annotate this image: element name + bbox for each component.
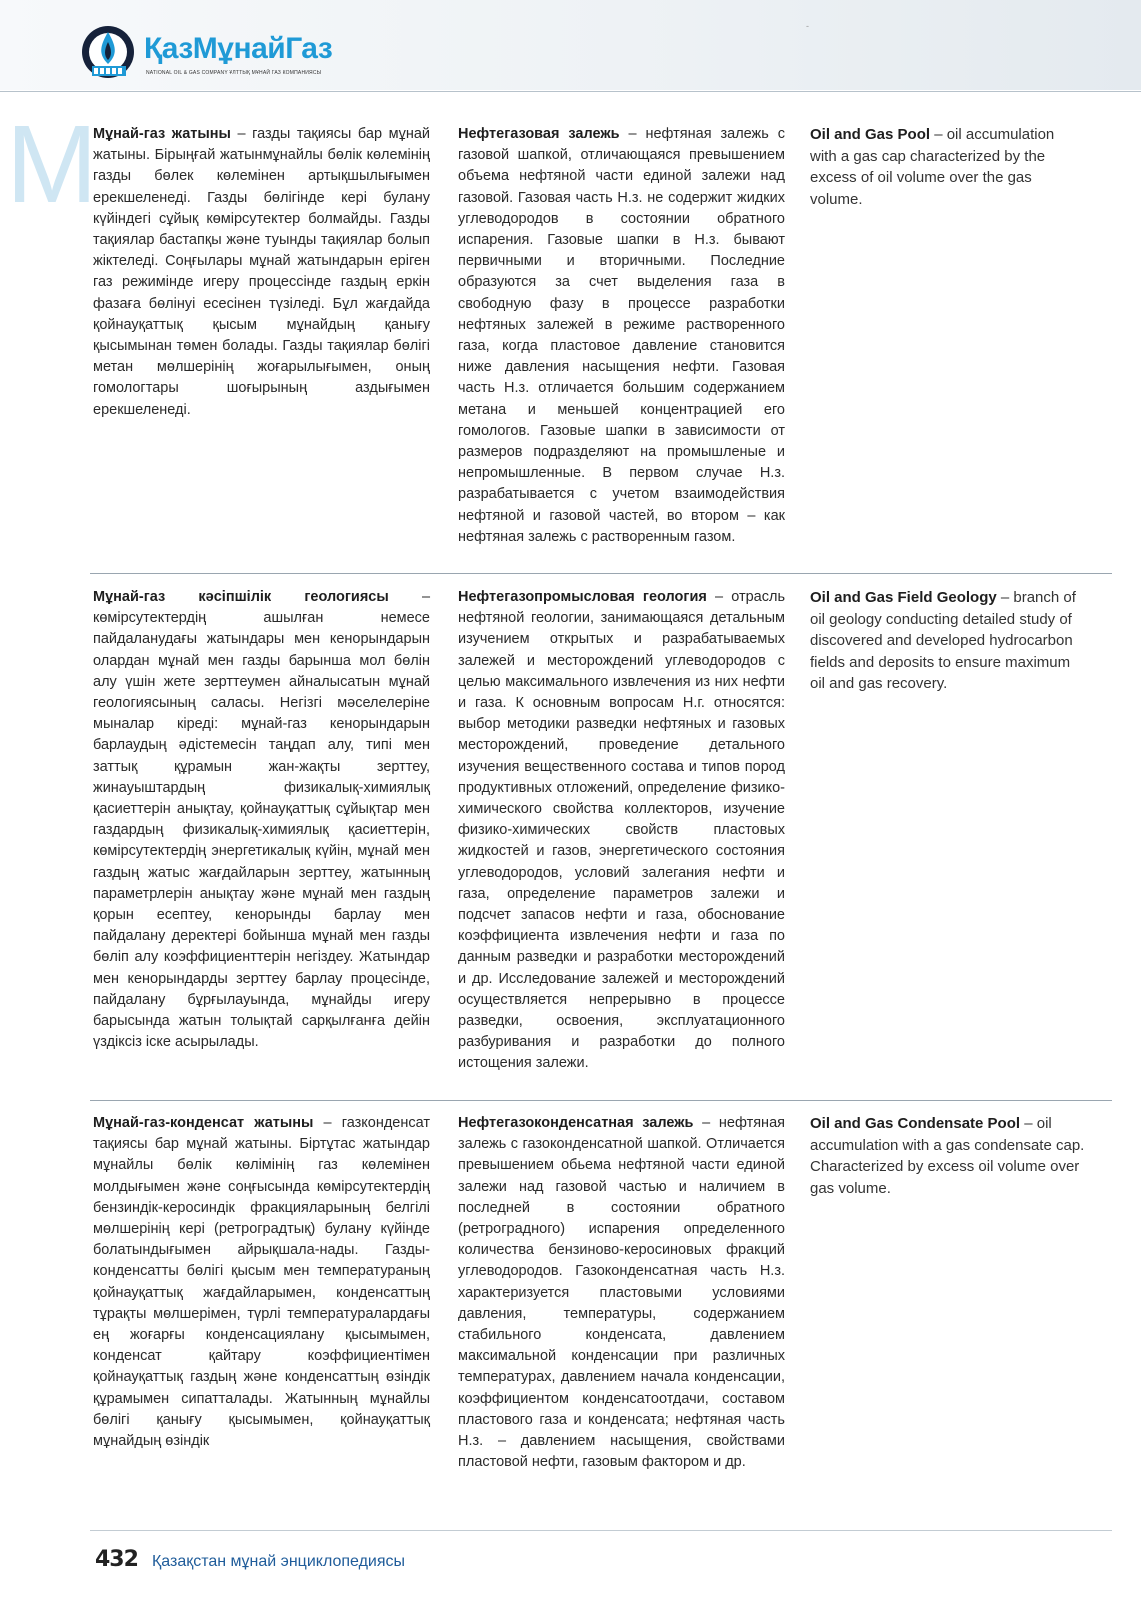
entry-term: Мұнай-газ жатыны [93,126,231,142]
entry-en-2 [810,587,1085,695]
entry-text: – газды тақиясы бар мұнай жатыны. Бірыңғай жатынмұнайлы бөлік көлемінің газды бөлек көлемінен артықшылығымен ерекшеленеді. Газды бөлігінде кері булану күйіндегі сұйық көмірсутектер болмайды. Газды тақиялар бастапқы және туынды тақиялар болып жіктеледі. Соңғылары мұнай жатындарын еріген газ режимінде игеру процессінде газдың еркін фазаға бөлінуі есесінен түзіледі. Бұл жағдайда қойнауқаттық қысым мұнайдың қанығу қысымынан төмен болады. Газды тақиялар бөлігі метан мөлшерінің жоғарылығымен, оның гомологтары шоғырының аздығымен ерекшеленеді. [93,126,431,418]
entry-en-1 [810,124,1085,210]
entry-ru-3 [458,1113,785,1473]
flame-drop-icon [78,20,140,82]
row-divider [90,573,1112,574]
page-number: 432 [95,1547,138,1572]
entry-text: – нефтяная залежь с газовой шапкой, отличающаяся превышением объема нефтяной части единой залежи над газовой. Газовая часть Н.з. не содержит жидких углеводородов в состоянии обратного испарения. Газовые шапки в Н.з. бывают первичными и вторичными. Последние образуются за счет выделения газа в свободную фазу в процессе разработки нефтяных залежей в режиме растворенного газа, когда пластовое давление становится ниже давления насыщения нефти. Газовая часть Н.з. отличается большим содержанием метана и меньшей концентрацией его гомологов. Газовые шапки в зависимости от размеров подразделяют на промышленые и непромышленные. В первом случае Н.з. разрабатывается с учетом взаимодействия нефтяной и газовой частей, во втором – как нефтяная залежь с растворенным газом. [458,126,785,545]
entry-kk-1 [93,124,430,421]
entry-text: – газконденсат тақиясы бар мұнай жатыны. Біртұтас жатындар мұнайлы бөлік көлімінің газ көлемінен молдығымен және соңғысында көмірсутектердің бензиндік-керосиндік фракцияларының белгілі мөлшерінің кері (ретроградтық) булану күйінде болатындығымен айрықшала-нады. Газды-конденсатты бөлігі қысым мен температураның қойнауқаттық жағдайларымен, конденсаттың тұрақты мөлшерімен, түрлі температуралардағы ең жоғарғы конденсациялану қысымымен, конденсат қайтару коэффициентімен қойнауқаттық газдың және конденсаттың өзіндік құрамымен сипатталады. Жатынның мұнайлы бөлігі қанығу қысымымен, қойнауқаттық мұнайдың өзіндік [93,1115,430,1450]
entry-text: – көмірсутектердің ашылған немесе пайдаланудағы жатындары мен кенорындарын олардан мұнай мен газды барынша мол бөлін алу үшін жете зерттеумен айналысатын мұнай геологиясының саласы. Негізгі мәселелеріне мыналар кіреді: мұнай-газ кенорындарын барлаудың әдістемесін таңдап алу, типі мен заттық құрамын жан-жақты зерттеу, жинауыштардың физикалық-химиялық қасиеттерін анықтау, қойнауқаттық сұйықтар мен газдардың физикалық-химиялық қасиеттерін, көмірсутектердің энергетикалық күйін, мұнай мен газдың жатыс жағдайларын зерттеу, жатынның параметрлерін анықтау және мұнай мен газдың қорын есептеу, кенорынды барлау мен пайдалану деректері бойынша мұнай мен газды бөліп алу коэффициенттерін негіздеу. Жатындар мен кенорындарды зерттеу барлау процесінде, пайдалану бұрғылауында, мұнайды игеру барысында жатын толықтай сарқылғанға дейін үздіксіз іске асырылады. [93,589,431,1051]
entry-term: Мұнай-газ кәсіпшілік геологиясы [93,589,389,605]
header-rule [0,91,1141,92]
entry-text: – oil accumulation with a gas condensate cap. Characterized by excess oil volume over gas volume. [810,1115,1085,1197]
page-footer [95,1547,405,1572]
entry-kk-2 [93,587,430,1053]
entry-en-3 [810,1113,1085,1199]
entry-term: Oil and Gas Condensate Pool [810,1115,1021,1132]
corner-mark: - [806,21,809,31]
entry-text: – branch of oil geology conducting detailed study of discovered and developed hydrocarbon fields and deposits to ensure maximum oil and gas recovery. [810,589,1076,692]
entry-text: – oil accumulation with a gas cap characterized by the excess of oil volume over the gas volume. [810,126,1055,208]
entry-term: Oil and Gas Pool [810,126,931,143]
entry-kk-3 [93,1113,430,1452]
footer-rule [90,1530,1112,1531]
entry-text: – нефтяная залежь с газоконденсатной шапкой. Отличается превышением обьема нефтяной части единой залежи над газовой частью и наличием в последней в состоянии обратного (ретроградного) испарения определенного количества бензиново-керосиновых фракций углеводородов. Газоконденсатная часть Н.з. характеризуется пластовыми условиями давления, температуры, содержанием стабильного конденсата, давлением максимальной конденсации при различных температурах, давлением начала конденсации, коэффициентом конденсатоотдачи, составом пластового газа и конденсата; нефтяная часть Н.з. – давлением насыщения, свойствами пластовой нефти, газовым фактором и др. [458,1115,785,1471]
row-divider [90,1100,1112,1101]
entry-term: Нефтегазовая залежь [458,126,620,142]
entry-term: Нефтегазоконденсатная залежь [458,1115,694,1131]
entry-term: Мұнай-газ-конденсат жатыны [93,1115,314,1131]
book-title: Қазақстан мұнай энциклопедиясы [151,1553,405,1570]
entry-term: Oil and Gas Field Geology [810,589,997,606]
brand-subtitle: NATIONAL OIL & GAS COMPANY ҰЛТТЫҚ МҰНАЙ ГАЗ КОМПАНИЯСЫ [146,70,322,76]
section-letter: М [6,103,98,226]
company-logo [78,20,378,84]
entry-term: Нефтегазопромысловая геология [458,589,707,605]
brand-name: ҚазМұнайГаз [144,32,333,65]
entry-ru-2 [458,587,785,1075]
entry-ru-1 [458,124,785,548]
entry-text: – отрасль нефтяной геологии, занимающаяся детальным изучением открытых и разрабатываемых залежей и месторождений углеводородов с целью максимального извлечения из них нефти и газа. К основным вопросам Н.г. относятся: выбор методики разведки нефтяных и газовых месторождений, проведение детального изучения вещественного состава и типов пород продуктивных отложений, определение физико-химического свойства коллекторов, изучение физико-химических свойств пластовых жидкостей и газов, энергетического состояния углеводородов, условий залегания нефти и газа, определение параметров залежи и подсчет запасов нефти и газа, обоснование коэффициента извлечения нефти и газа по данным разведки и разработки месторождений и др. Исследование залежей и месторождений осуществляется непрерывно в процессе разведки, освоения, эксплуатационного разбуривания и разработки до полного истощения залежи. [458,589,786,1072]
